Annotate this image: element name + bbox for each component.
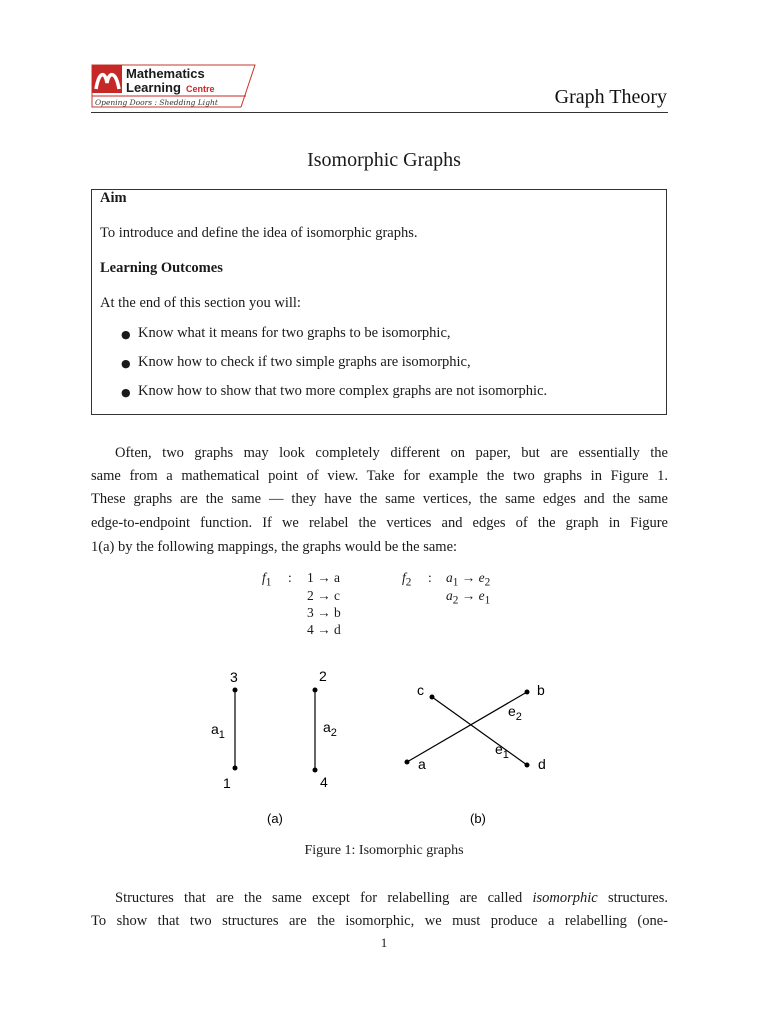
logo-line1: Mathematics: [126, 66, 205, 81]
f2-label: $f_2$: [402, 570, 412, 589]
paragraph1-line: These graphs are the same — they have the same vertices, the same edges and the same: [91, 491, 668, 507]
graph-b-label-a: a: [418, 756, 426, 772]
graph-b-label-b: b: [537, 682, 545, 698]
page-title: Isomorphic Graphs: [307, 149, 461, 171]
graph-a-vertex-3: [233, 688, 238, 693]
graph-a-vertex-1: [233, 766, 238, 771]
page-number: 1: [380, 935, 388, 950]
graph-a-edge-label-a1: $a_1$: [211, 721, 225, 741]
graph-b-vertex-c: [430, 695, 435, 700]
f2-row: $a_2 \to e_1$: [446, 588, 491, 607]
f1-row: 2 → c: [307, 588, 340, 603]
f1-row: 4 → d: [307, 622, 341, 637]
graph-b-vertex-b: [525, 690, 530, 695]
bullet-icon: ●: [121, 328, 131, 341]
bullet-icon: ●: [121, 357, 131, 370]
mathematics-learning-centre-logo: [91, 63, 257, 109]
logo-tagline: Opening Doors : Shedding Light: [95, 98, 218, 107]
graph-a-vertex-4: [313, 768, 318, 773]
figure-caption: Figure 1: Isomorphic graphs: [304, 843, 464, 858]
graph-b-label-d: d: [538, 756, 546, 772]
graph-a-vertex-2: [313, 688, 318, 693]
paragraph1-line: Often, two graphs may look completely different on paper, but are essentially the: [115, 445, 668, 461]
f1-colon: :: [288, 570, 292, 585]
f2-row: $a_1 \to e_2$: [446, 570, 491, 589]
graph-b-edge-label-e2: $e_2$: [508, 703, 522, 723]
bullet-icon: ●: [121, 386, 131, 399]
graph-a-label-1: 1: [223, 775, 231, 791]
outcome-item: Know what it means for two graphs to be isomorphic,: [138, 325, 451, 341]
graph-a-label-4: 4: [320, 774, 328, 790]
graph-b-vertex-d: [525, 763, 530, 768]
aim-box: [91, 189, 667, 415]
paragraph1-line: same from a mathematical point of view. Take for example the two graphs in Figure 1.: [91, 468, 668, 484]
logo-line2a: Learning: [126, 80, 181, 95]
f1-row: 3 → b: [307, 605, 341, 620]
paragraph2-line: To show that two structures are the isomorphic, we must produce a relabelling (one-: [91, 913, 668, 929]
f1-row: 1 → a: [307, 570, 340, 585]
aim-text: To introduce and define the idea of isomorphic graphs.: [100, 225, 418, 241]
outcomes-heading: Learning Outcomes: [100, 260, 223, 276]
paragraph1-line: 1(a) by the following mappings, the graphs would be the same:: [91, 539, 458, 555]
paragraph1-line: edge-to-endpoint function. If we relabel the vertices and edges of the graph in Figure: [91, 515, 668, 531]
figure-label-a: (a): [267, 811, 283, 826]
logo-line2b: Centre: [186, 84, 215, 94]
graph-a-edge-label-a2: $a_2$: [323, 719, 337, 739]
graph-b-vertex-a: [405, 760, 410, 765]
outcome-item: Know how to check if two simple graphs are isomorphic,: [138, 354, 471, 370]
outcomes-intro: At the end of this section you will:: [100, 295, 301, 311]
outcome-item: Know how to show that two more complex graphs are not isomorphic.: [138, 383, 548, 399]
graph-b-edge-label-e1: $e_1$: [495, 741, 509, 761]
f1-label: $f_1$: [262, 570, 272, 589]
header-title: Graph Theory: [554, 86, 667, 108]
graph-a-label-2: 2: [319, 668, 327, 684]
graph-b-label-c: c: [417, 682, 424, 698]
figure-1: [190, 660, 580, 840]
figure-label-b: (b): [470, 811, 486, 826]
f2-colon: :: [428, 570, 432, 585]
paragraph2-line: Structures that are the same except for relabelling are called isomorphic structures.: [115, 890, 668, 906]
graph-a-label-3: 3: [230, 669, 238, 685]
aim-heading: Aim: [100, 190, 127, 206]
header-rule: [91, 112, 668, 113]
